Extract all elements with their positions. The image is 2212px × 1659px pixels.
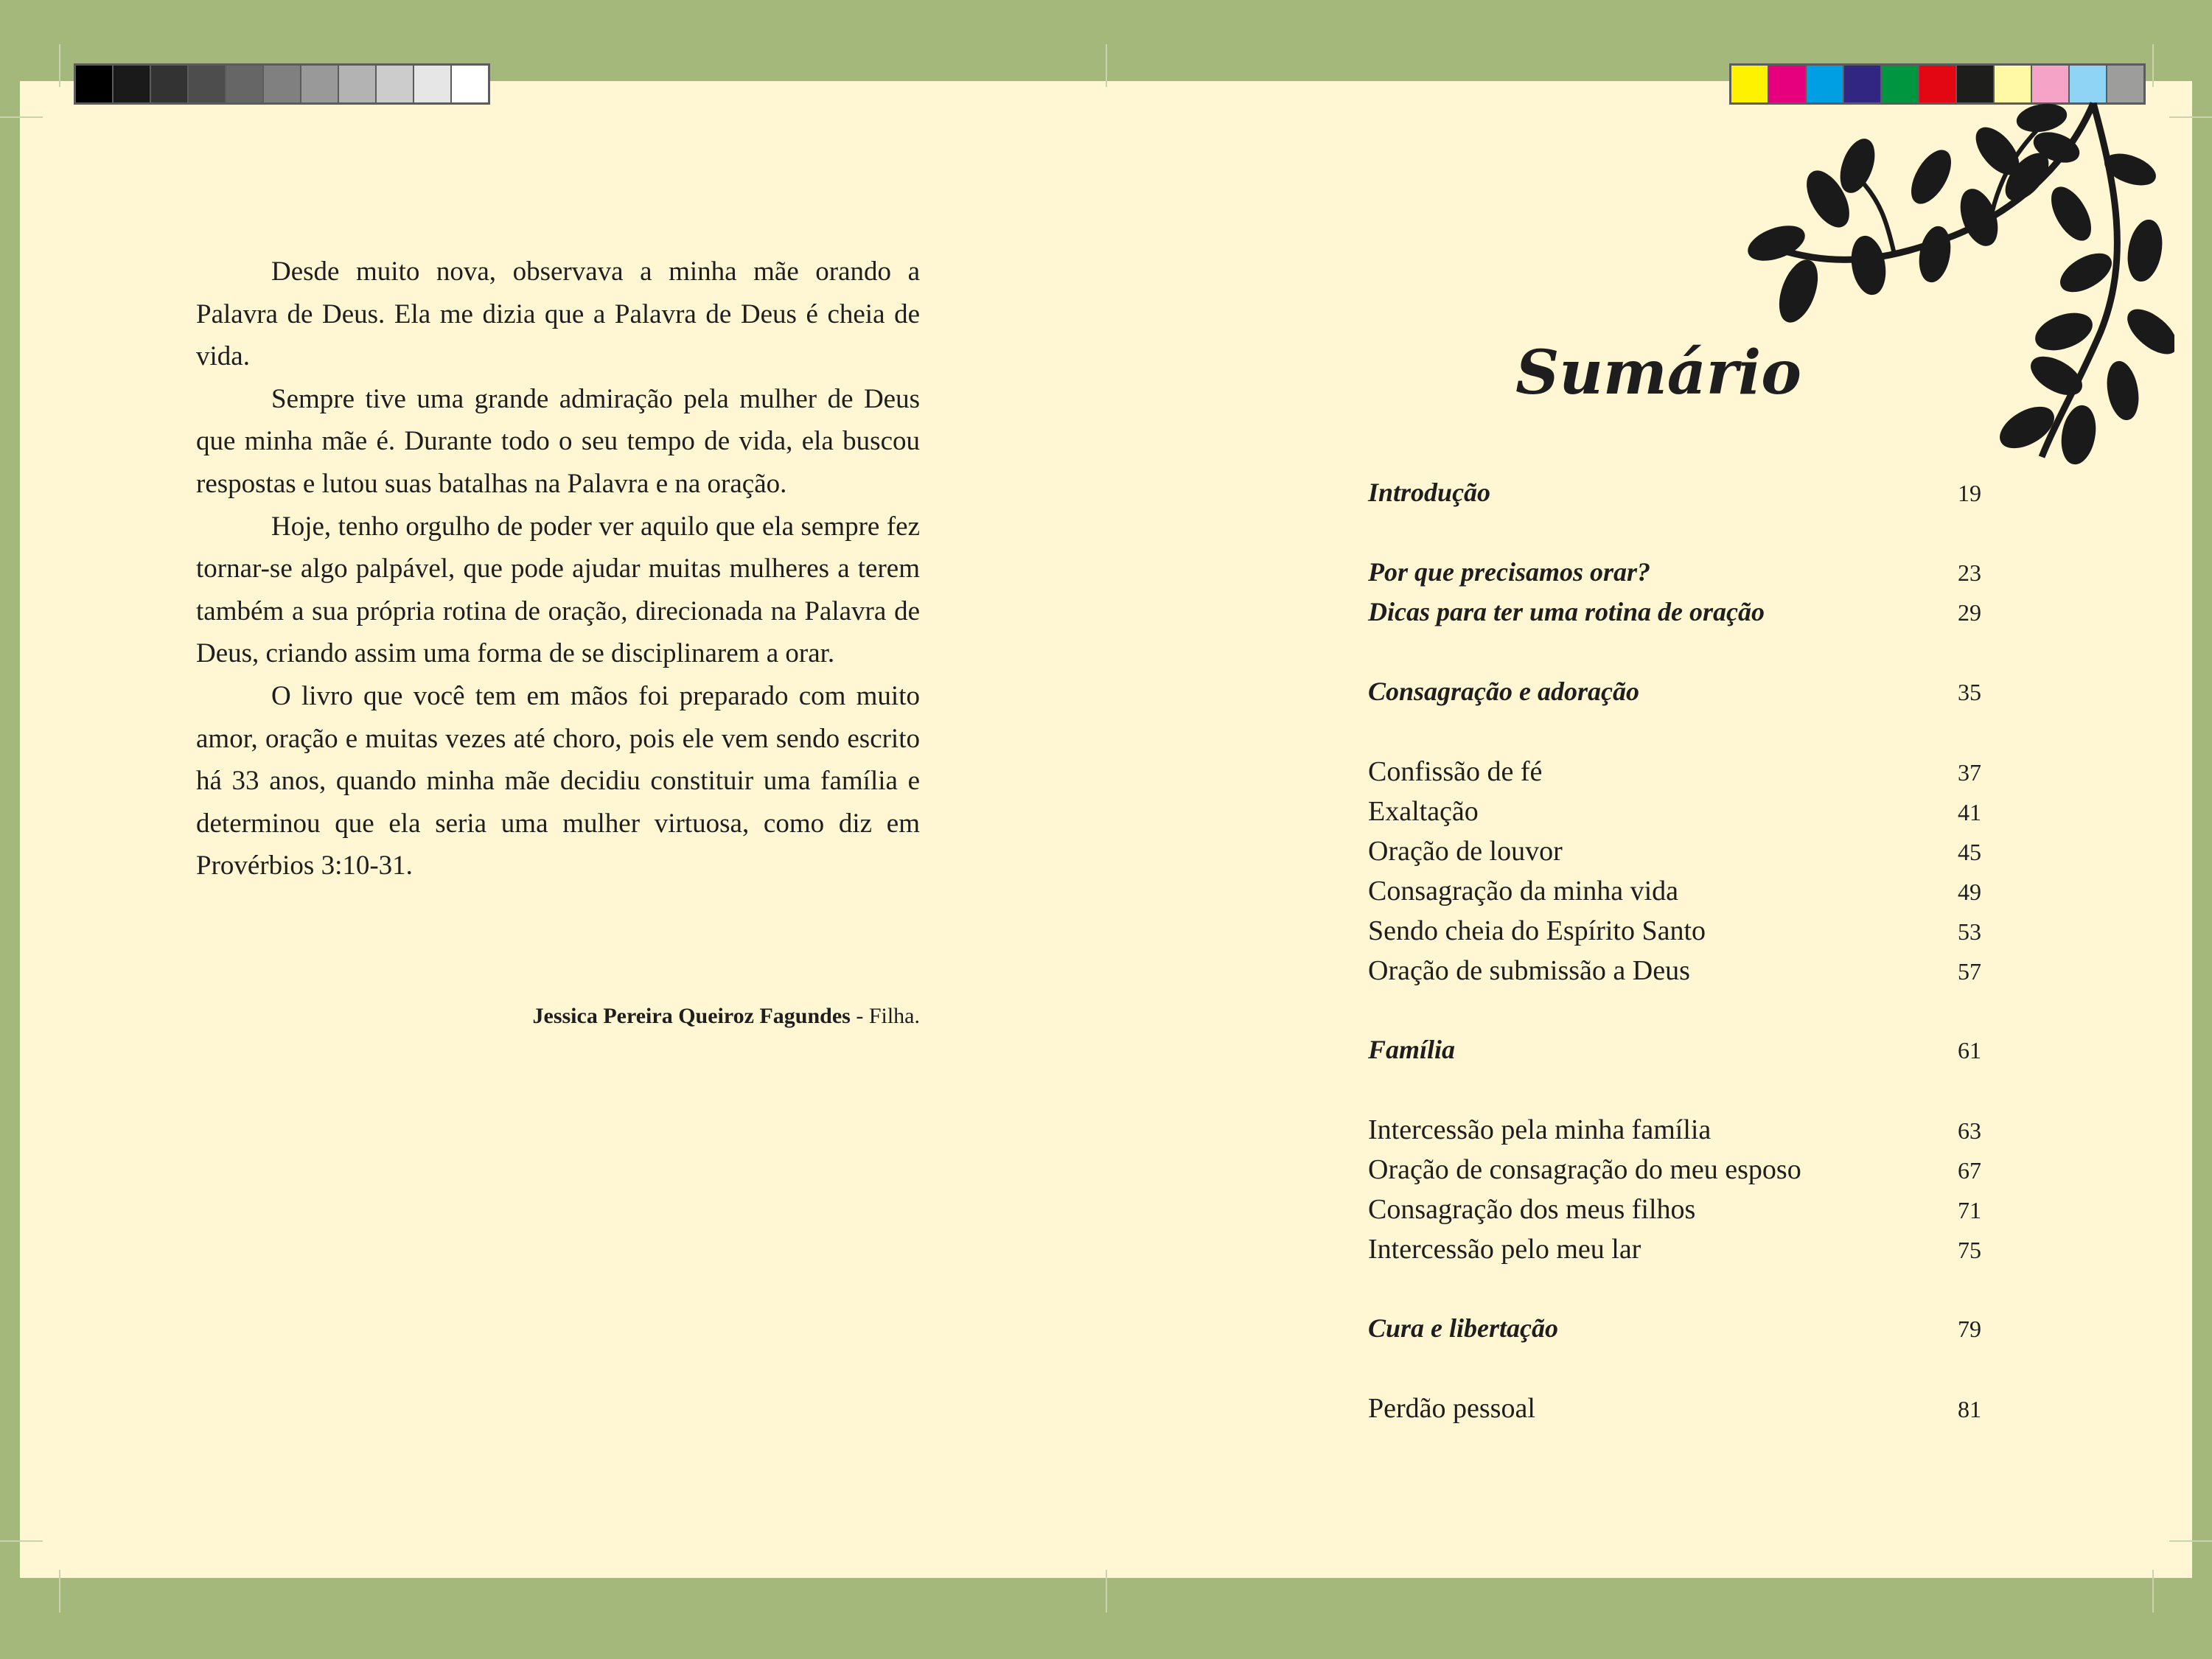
- toc-entry: [1368, 477, 1981, 517]
- toc-entry-title: Consagração dos meus filhos: [1368, 1194, 1696, 1225]
- toc-entry: [1368, 875, 1981, 915]
- toc-entry-page: 37: [1958, 759, 1981, 786]
- toc-entry-title: Dicas para ter uma rotina de oração: [1368, 597, 1765, 626]
- paragraph: O livro que você tem em mãos foi preparado com muito amor, oração e muitas vezes até choro, pois ele vem sendo escrito há 33 anos, quando minha mãe decidiu constituir uma família e determinou que ela seria uma mulher virtuosa, como diz em Provérbios 3:10-31.: [196, 680, 920, 881]
- toc-entry-title: Exaltação: [1368, 796, 1479, 827]
- toc-entry: [1368, 1114, 1981, 1153]
- toc-entry-title: Família: [1368, 1035, 1456, 1064]
- crop-mark-top-right: [2152, 44, 2154, 87]
- signature-name: Jessica Pereira Queiroz Fagundes: [532, 1004, 851, 1028]
- color-swatch: [189, 66, 226, 102]
- paragraph: Sempre tive uma grande admiração pela mulher de Deus que minha mãe é. Durante todo o seu tempo de vida, ela buscou respostas e lutou suas batalhas na Palavra e na oração.: [196, 383, 920, 499]
- crop-mark-bottom-left: [59, 1570, 60, 1613]
- crop-mark-left-bottom: [0, 1540, 43, 1542]
- toc-entry: [1368, 1233, 1981, 1273]
- color-swatch: [151, 66, 189, 102]
- color-swatch: [452, 66, 488, 102]
- toc-entry-title: Por que precisamos orar?: [1368, 557, 1651, 587]
- toc-entry-page: 75: [1958, 1237, 1981, 1263]
- toc-entry: [1368, 1193, 1981, 1233]
- toc-entry-page: 49: [1958, 879, 1981, 905]
- toc-entry: [1368, 795, 1981, 835]
- toc-entry-page: 71: [1958, 1197, 1981, 1223]
- crop-mark-top-center: [1106, 44, 1107, 87]
- gray-calibration-bar: [74, 63, 490, 105]
- color-swatch: [76, 66, 114, 102]
- toc-entry-page: 23: [1958, 559, 1981, 586]
- toc-entry: [1368, 556, 1981, 596]
- toc-entry-title: Intercessão pelo meu lar: [1368, 1234, 1641, 1265]
- toc-entry-title: Introdução: [1368, 478, 1491, 507]
- color-swatch: [339, 66, 377, 102]
- toc-entry-page: 35: [1958, 679, 1981, 705]
- toc-entry-title: Intercessão pela minha família: [1368, 1114, 1712, 1145]
- toc-entry: [1368, 1392, 1981, 1432]
- toc-entry: [1368, 1034, 1981, 1074]
- toc-entry-title: Confissão de fé: [1368, 756, 1543, 787]
- crop-mark-right-top: [2169, 116, 2212, 118]
- color-swatch: [301, 66, 339, 102]
- toc-entry-page: 67: [1958, 1157, 1981, 1184]
- foreword-text: [196, 251, 920, 887]
- paragraph: Desde muito nova, observava a minha mãe orando a Palavra de Deus. Ela me dizia que a Palavra de Deus é cheia de vida.: [196, 256, 920, 372]
- toc-entry-page: 29: [1958, 599, 1981, 626]
- toc-entry-page: 79: [1958, 1316, 1981, 1342]
- toc-entry-page: 45: [1958, 839, 1981, 865]
- toc-entry: [1368, 596, 1981, 636]
- toc-entry-page: 41: [1958, 799, 1981, 825]
- color-swatch: [264, 66, 301, 102]
- toc-entry-title: Consagração e adoração: [1368, 677, 1639, 706]
- crop-mark-bottom-right: [2152, 1570, 2154, 1613]
- color-swatch: [114, 66, 151, 102]
- crop-mark-top-left: [59, 44, 60, 87]
- toc-entry-page: 19: [1958, 480, 1981, 506]
- signature: [196, 1004, 920, 1029]
- toc-entry-page: 81: [1958, 1396, 1981, 1422]
- color-swatch: [377, 66, 414, 102]
- toc-entry-page: 53: [1958, 918, 1981, 945]
- toc-entry: [1368, 835, 1981, 875]
- toc-entry-title: Consagração da minha vida: [1368, 876, 1679, 907]
- color-swatch: [414, 66, 452, 102]
- toc-title: Sumário: [1515, 338, 1801, 408]
- crop-mark-bottom-center: [1106, 1570, 1107, 1613]
- toc-entry-title: Oração de submissão a Deus: [1368, 955, 1690, 986]
- toc-entry-page: 61: [1958, 1037, 1981, 1063]
- toc-entry: [1368, 1153, 1981, 1193]
- toc-entry-page: 57: [1958, 958, 1981, 985]
- leafy-branch-illustration: [1747, 96, 2174, 472]
- paragraph: Hoje, tenho orgulho de poder ver aquilo que ela sempre fez tornar-se algo palpável, que pode ajudar muitas mulheres a terem também a sua própria rotina de oração, direcionada na Palavra de Deus, criando assim uma forma de se disciplinarem a orar.: [196, 511, 920, 669]
- toc-entry-title: Perdão pessoal: [1368, 1393, 1535, 1424]
- crop-mark-left-top: [0, 116, 43, 118]
- toc-entry: [1368, 676, 1981, 716]
- toc-entry-title: Oração de louvor: [1368, 836, 1563, 867]
- toc-entry-title: Oração de consagração do meu esposo: [1368, 1154, 1801, 1185]
- signature-role: - Filha.: [850, 1004, 920, 1028]
- toc-entry: [1368, 954, 1981, 994]
- toc-entry-title: Cura e libertação: [1368, 1313, 1558, 1343]
- color-swatch: [226, 66, 264, 102]
- toc-entry: [1368, 1313, 1981, 1352]
- toc-entry: [1368, 755, 1981, 795]
- toc-entry: [1368, 915, 1981, 954]
- toc-entry-title: Sendo cheia do Espírito Santo: [1368, 915, 1706, 946]
- crop-mark-right-bottom: [2169, 1540, 2212, 1542]
- toc-entry-page: 63: [1958, 1117, 1981, 1144]
